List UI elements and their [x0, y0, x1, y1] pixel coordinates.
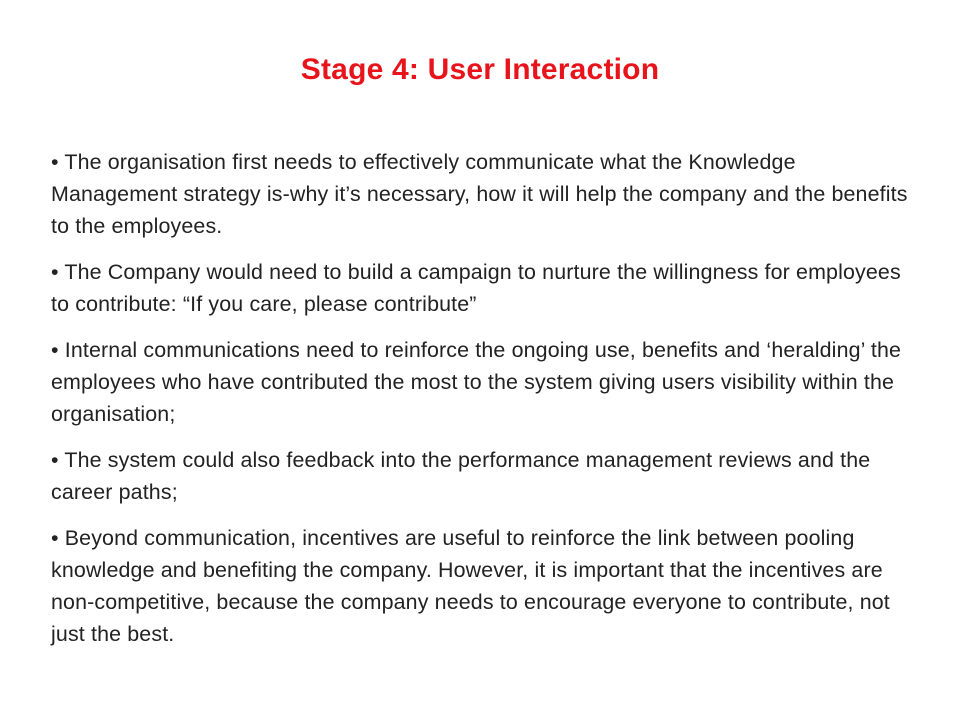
- bullet-text: Beyond communication, incentives are useful to reinforce the link between pooling knowledge and benefiting the company. However, it is important that the incentives are non-competitive, because the company needs to encourage everyone to contribute, not just the best.: [51, 526, 890, 646]
- bullet-item: [51, 444, 913, 508]
- bullet-item: [51, 522, 913, 650]
- bullet-icon: •: [51, 338, 59, 362]
- slide-title: Stage 4: User Interaction: [300, 53, 660, 86]
- bullet-icon: •: [51, 150, 59, 174]
- bullet-item: [51, 334, 913, 430]
- bullet-icon: •: [51, 448, 59, 472]
- bullet-icon: •: [51, 526, 59, 550]
- bullet-item: [51, 146, 913, 242]
- bullet-icon: •: [51, 260, 59, 284]
- bullet-list: [51, 146, 913, 650]
- bullet-item: [51, 256, 913, 320]
- bullet-text: Internal communications need to reinforce the ongoing use, benefits and ‘heralding’ the employees who have contributed the most to the system giving users visibility within the organisation;: [51, 338, 902, 426]
- bullet-text: The Company would need to build a campaign to nurture the willingness for employees to contribute: “If you care, please contribute”: [51, 260, 901, 316]
- bullet-text: The organisation first needs to effectively communicate what the Knowledge Management strategy is-why it’s necessary, how it will help the company and the benefits to the employees.: [51, 150, 908, 238]
- bullet-text: The system could also feedback into the performance management reviews and the career paths;: [51, 448, 871, 504]
